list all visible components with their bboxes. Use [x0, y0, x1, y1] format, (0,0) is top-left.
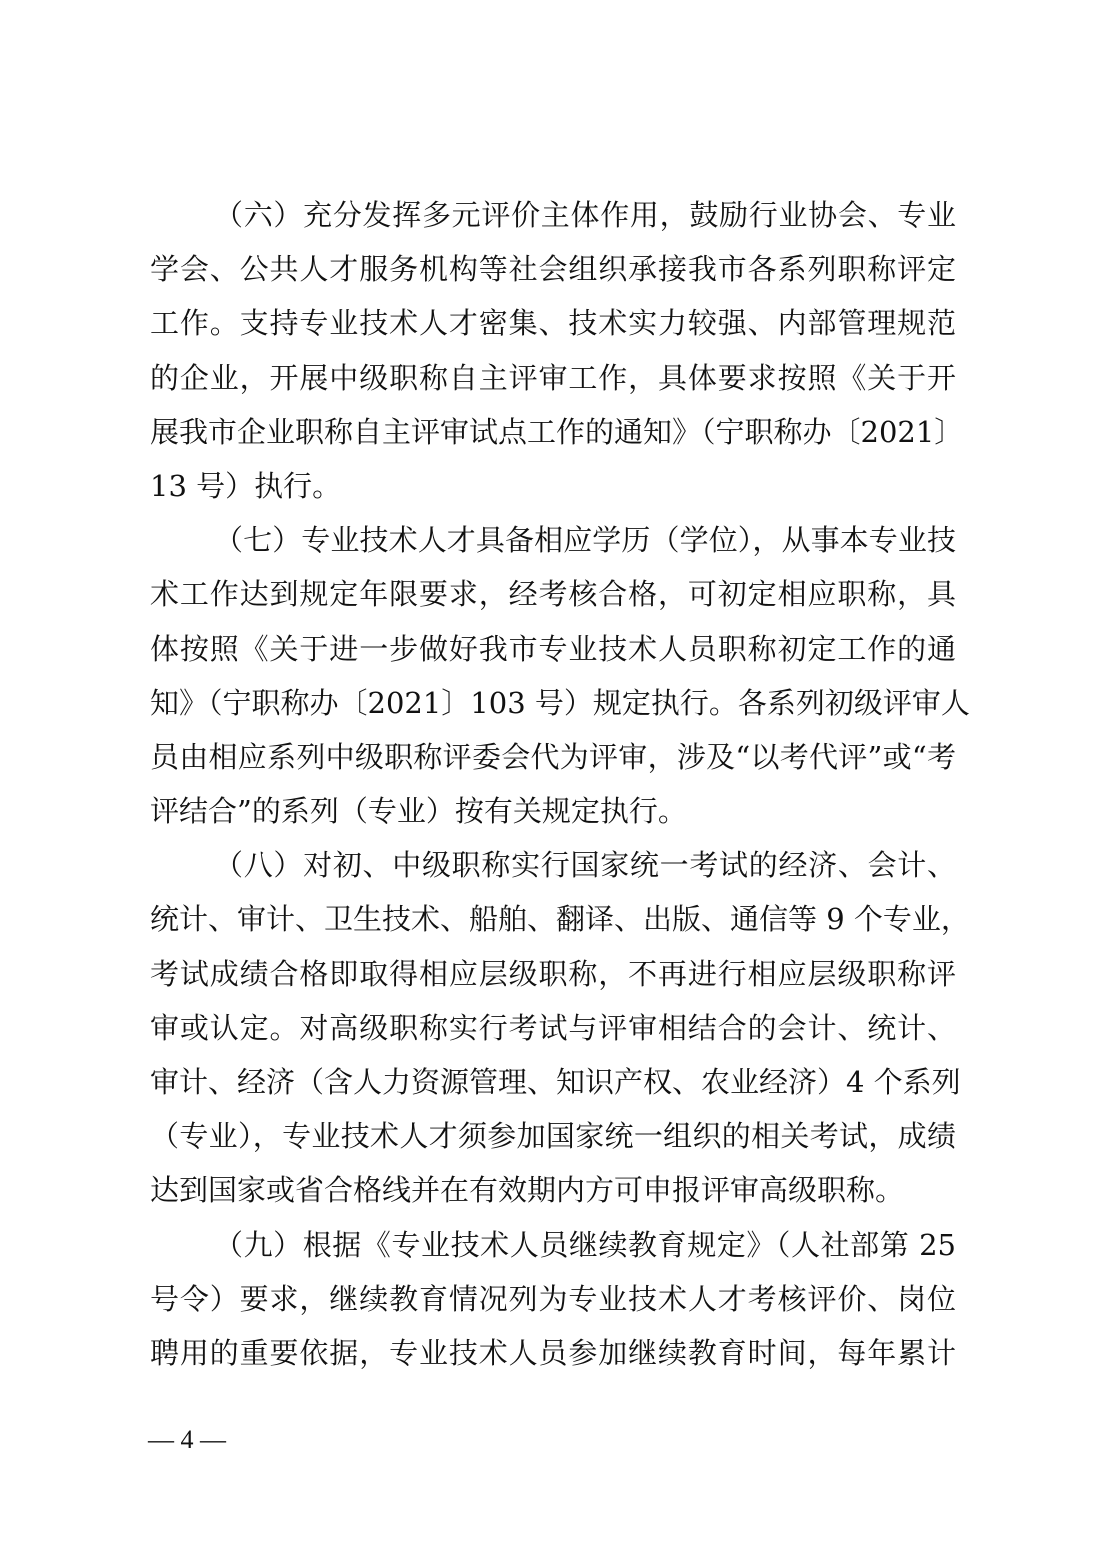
paragraph-7 — [150, 513, 970, 838]
text-line: 体按照《关于进一步做好我市专业技术人员职称初定工作的通 — [150, 631, 956, 666]
paragraph-6 — [150, 188, 964, 513]
text-line: 号令）要求，继续教育情况列为专业技术人才考核评价、岗位 — [150, 1281, 956, 1316]
text-line: （专业），专业技术人才须参加国家统一组织的相关考试，成绩 — [150, 1119, 956, 1154]
paragraph-9 — [150, 1218, 956, 1381]
page-number: — 4 — — [148, 1425, 226, 1454]
text-line: 评结合”的系列（专业）按有关规定执行。 — [150, 794, 687, 829]
body-text — [150, 188, 970, 1380]
text-line: 工作。支持专业技术人才密集、技术实力较强、内部管理规范 — [150, 306, 956, 341]
text-line: （九）根据《专业技术人员继续教育规定》（人社部第 25 — [214, 1227, 956, 1262]
text-line: 达到国家或省合格线并在有效期内方可申报评审高级职称。 — [150, 1173, 905, 1208]
text-line: 审或认定。对高级职称实行考试与评审相结合的会计、统计、 — [150, 1010, 956, 1045]
paragraph-8 — [150, 838, 970, 1217]
text-line: 考试成绩合格即取得相应层级职称，不再进行相应层级职称评 — [150, 956, 956, 991]
text-line: 审计、经济（含人力资源管理、知识产权、农业经济）4 个系列 — [150, 1065, 961, 1099]
text-line: 统计、审计、卫生技术、船舶、翻译、出版、通信等 9 个专业， — [150, 902, 970, 937]
text-line: （六）充分发挥多元评价主体作用，鼓励行业协会、专业 — [214, 198, 956, 232]
text-line: 员由相应系列中级职称评委会代为评审，涉及“以考代评”或“考 — [150, 739, 956, 774]
text-line: 知》（宁职称办〔2021〕103 号）规定执行。各系列初级评审人 — [150, 685, 970, 720]
text-line: 展我市企业职称自主评审试点工作的通知》（宁职称办〔2021〕 — [150, 414, 964, 449]
text-line: 聘用的重要依据，专业技术人员参加继续教育时间，每年累计 — [150, 1335, 956, 1370]
text-line: 学会、公共人才服务机构等社会组织承接我市各系列职称评定 — [150, 252, 956, 287]
text-line: 术工作达到规定年限要求，经考核合格，可初定相应职称，具 — [150, 577, 956, 612]
text-line: （八）对初、中级职称实行国家统一考试的经济、会计、 — [214, 848, 956, 883]
text-line: 13 号）执行。 — [150, 468, 342, 503]
text-line: （七）专业技术人才具备相应学历（学位），从事本专业技 — [214, 523, 956, 558]
text-line: 的企业，开展中级职称自主评审工作，具体要求按照《关于开 — [150, 360, 956, 395]
